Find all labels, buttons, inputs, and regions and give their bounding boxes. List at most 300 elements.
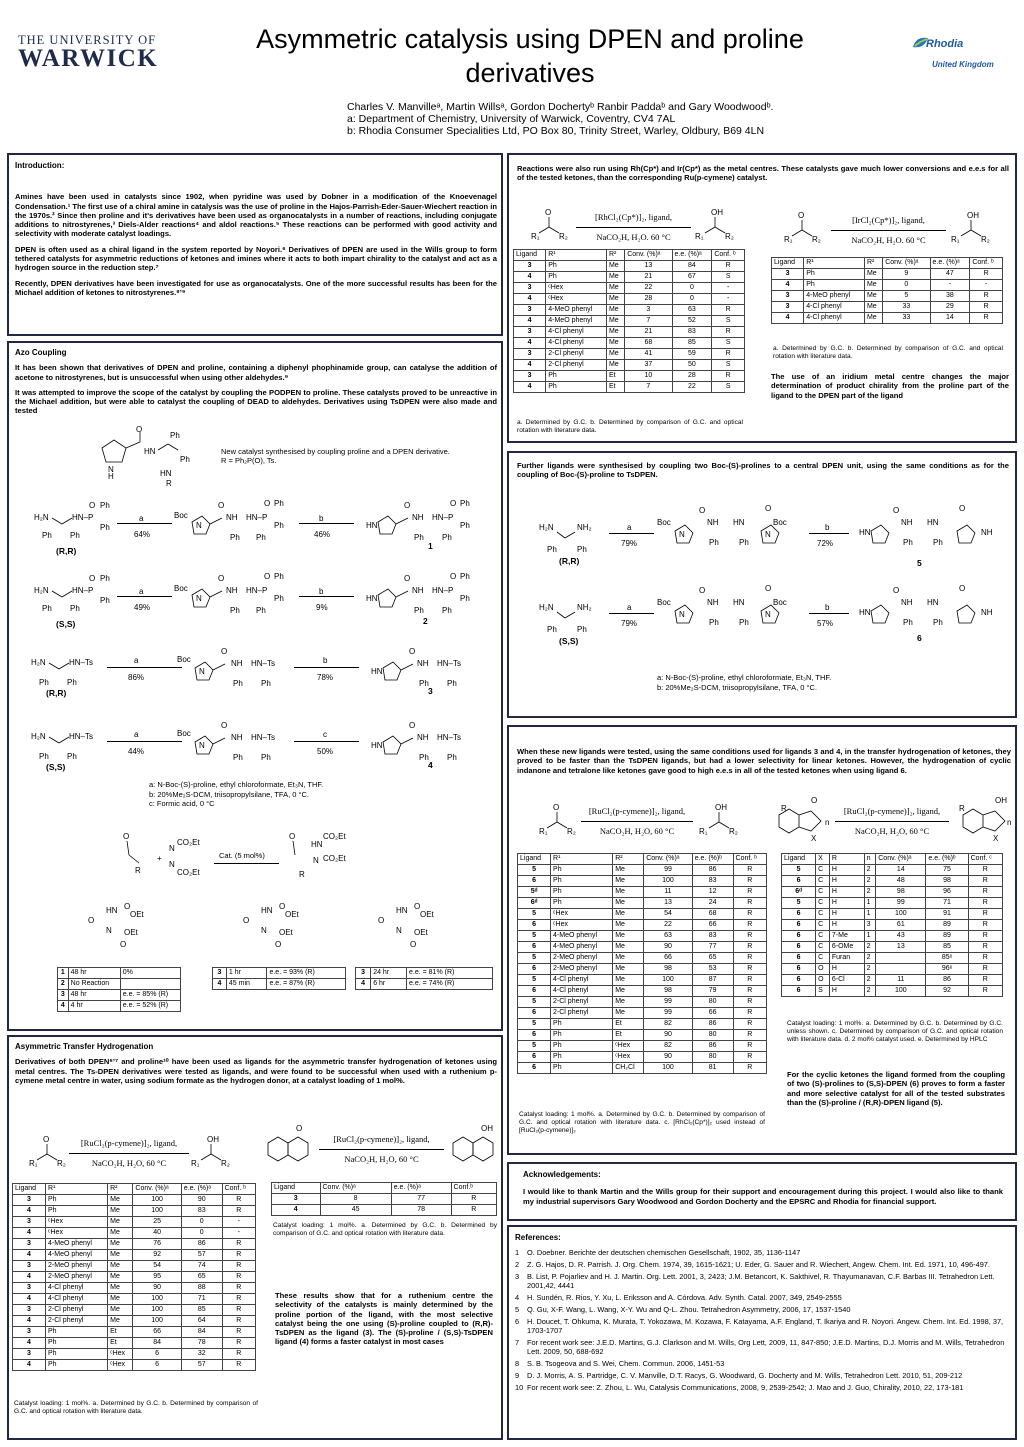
table-cell: 43 <box>876 931 926 942</box>
table-cell: C <box>816 865 830 876</box>
table-cell: 14 <box>930 313 970 324</box>
svg-text:NH: NH <box>901 518 913 527</box>
svg-text:OEt: OEt <box>414 928 428 937</box>
svg-text:HN: HN <box>927 598 939 607</box>
table-row <box>514 294 745 305</box>
table-cell: Me <box>606 272 624 283</box>
product-b-structure <box>239 903 319 953</box>
tetralone-results-table <box>271 1182 497 1216</box>
table-row <box>13 1360 256 1371</box>
svg-text:Ph: Ph <box>261 679 271 688</box>
svg-text:H₂N: H₂N <box>31 732 46 741</box>
table-cell: 59 <box>672 349 712 360</box>
table-row <box>514 349 745 360</box>
svg-text:O: O <box>765 584 772 593</box>
newlig-condition-1: [RuCl₂(p-cymene)]₂, ligand, <box>588 806 686 816</box>
table-cell: 13 <box>876 942 926 953</box>
svg-text:NH: NH <box>707 598 719 607</box>
svg-text:O: O <box>378 916 385 925</box>
table-cell: 80 <box>692 1052 733 1063</box>
table-cell: R <box>222 1261 255 1272</box>
table-cell: ᶜHex <box>46 1228 108 1239</box>
column-header: Ligand <box>518 854 551 865</box>
table-cell: 7 <box>625 382 672 393</box>
route-3-boc-intermediate <box>177 648 297 693</box>
table-cell: R <box>968 909 1002 920</box>
table-cell: R <box>451 1194 496 1205</box>
svg-text:OH: OH <box>995 796 1007 805</box>
table-row <box>356 979 493 990</box>
table-cell: 90 <box>644 1052 692 1063</box>
svg-text:O: O <box>959 584 966 593</box>
svg-text:O: O <box>893 506 900 515</box>
table-cell: 41 <box>625 349 672 360</box>
table-cell: 0 <box>672 294 712 305</box>
table-cell: R <box>712 305 745 316</box>
table-cell: Furan <box>829 953 864 964</box>
svg-text:HN: HN <box>366 521 378 530</box>
table-cell: R <box>733 909 766 920</box>
reference-text: H. Doucet, T. Ohkuma, K. Murata, T. Yokozawa, M. Kozawa, F. Katayama, A.F. England, T. Ikariya and R. Noyori. Angew. Chem. Int. Ed. 1998, 37, 1703-1707 <box>527 1317 1004 1335</box>
table-cell: R <box>968 953 1002 964</box>
table-cell: 3 <box>213 968 227 979</box>
svg-text:O: O <box>553 803 560 812</box>
table-row <box>13 1272 256 1283</box>
table-cell: 5 <box>782 898 816 909</box>
svg-text:R₁: R₁ <box>539 827 548 836</box>
table-cell: 4-MeO phenyl <box>804 291 865 302</box>
further-route-1-yield-a: 79% <box>621 539 638 548</box>
table-cell: 2-Cl phenyl <box>46 1316 108 1327</box>
table-cell: 96 <box>926 887 968 898</box>
table-cell: Et <box>613 1030 644 1041</box>
table-cell: 74 <box>181 1261 222 1272</box>
table-cell: O <box>816 964 830 975</box>
svg-text:HN: HN <box>733 598 745 607</box>
table-cell: 2 <box>864 986 876 997</box>
svg-text:R₂: R₂ <box>729 827 738 836</box>
route-4-product-number: 4 <box>428 760 433 770</box>
route-4-boc-intermediate <box>177 722 297 767</box>
table-cell: R <box>968 865 1002 876</box>
table-row <box>13 1305 256 1316</box>
table-cell: O <box>816 975 830 986</box>
table-cell: 5 <box>883 291 930 302</box>
table-header-row <box>518 854 767 865</box>
svg-text:O: O <box>88 916 95 925</box>
reference-text: S. B. Tsogeova and S. Wei, Chem. Commun. 2006, 1451-53 <box>527 1359 725 1368</box>
table-cell: R <box>733 887 766 898</box>
reference-item <box>515 1317 1009 1335</box>
table-cell: 4 <box>13 1206 46 1217</box>
table-cell: 33 <box>883 313 930 324</box>
table-cell: 3 <box>13 1239 46 1250</box>
table-row <box>772 313 1003 324</box>
intro-paragraph-1: Amines have been used in catalysts since 1902, when pyridine was used by Dobner in a modification of the Knoevenagel Condensation.¹ The first use of a chiral amine in catalysis was the use of proline in the Hajos-Parrish-Eder-Sauer-Wiechert reaction in the 1970s.² Since then proline and it's derivatives have been used as organocatalysts in a number of reactions, including conjugate additions to nitrostyrenes,³ Diels-Alder reactions⁴ and aldol reactions.⁵ These reactions can be performed with good activity and selectivity with moderate catalyst loadings. <box>15 192 497 239</box>
authors: Charles V. Manvilleᵃ, Martin Willsᵃ, Gordon Dochertyᵇ Ranbir Paddaᵇ and Gary Woodwoodᵇ. <box>347 101 774 113</box>
title-line-1: Asymmetric catalysis using DPEN and proline <box>256 24 804 54</box>
reference-item <box>515 1272 1009 1290</box>
table-cell: 4 <box>13 1228 46 1239</box>
table-cell: R <box>968 920 1002 931</box>
svg-text:R: R <box>781 804 787 813</box>
table-cell: 98 <box>876 887 926 898</box>
reference-text: B. List, P. Pojarliev and H. J. Martin. Org. Lett. 2001, 3, 2423; J.M. Betancort, K. Sakthivel, R. Thayumanavan, C.F. Barbas III. Tetrahedron Lett. 2001,42, 4441 <box>527 1272 995 1290</box>
reference-number: 4 <box>515 1293 520 1302</box>
hydrazine-product <box>283 831 383 881</box>
svg-text:CO₂Et: CO₂Et <box>177 838 200 847</box>
table-cell: 66 <box>692 1008 733 1019</box>
column-header: Conf. ᵇ <box>222 1184 255 1195</box>
table-cell: 68 <box>625 338 672 349</box>
ath-results-table <box>12 1183 256 1371</box>
university-logo <box>18 33 168 73</box>
cyclic-arrow <box>835 821 949 822</box>
table-cell: 4 <box>514 382 546 393</box>
table-cell: R <box>222 1360 255 1371</box>
table-cell: Ph <box>551 876 613 887</box>
table-cell: Ph <box>46 1338 108 1349</box>
table-cell: Me <box>613 942 644 953</box>
table-cell: Me <box>613 898 644 909</box>
table-cell: R <box>733 964 766 975</box>
route-3-step-b: b <box>323 656 328 665</box>
svg-text:HN–Ts: HN–Ts <box>251 733 276 742</box>
route-3-sm-label: (R,R) <box>46 688 67 698</box>
further-route-2-arrow-a <box>609 613 654 614</box>
table-cell: 6 <box>782 931 816 942</box>
table-cell: 99 <box>876 898 926 909</box>
further-route-2-arrow-b <box>809 613 849 614</box>
table-cell: 4-Cl phenyl <box>46 1283 108 1294</box>
table-cell: 57 <box>181 1250 222 1261</box>
table-cell: 6-Cl <box>829 975 864 986</box>
table-cell: e.e. = 81% (R) <box>407 968 493 979</box>
ir-ketone-structure <box>784 210 824 244</box>
table-cell: 82 <box>644 1019 692 1030</box>
svg-text:OH: OH <box>967 211 979 220</box>
svg-text:Boc: Boc <box>174 584 188 593</box>
table-cell: 3 <box>514 283 546 294</box>
table-row <box>518 1019 767 1030</box>
table-cell: R <box>733 975 766 986</box>
table-cell: R <box>968 876 1002 887</box>
table-cell: 10 <box>625 371 672 382</box>
svg-text:Ph: Ph <box>42 604 52 613</box>
table-row <box>514 283 745 294</box>
table-cell: 92 <box>926 986 968 997</box>
azo-results-table-1 <box>57 967 181 1012</box>
table-cell: Me <box>613 997 644 1008</box>
svg-text:R₁: R₁ <box>784 235 793 244</box>
table-cell: Me <box>606 327 624 338</box>
ath-conclusion: These results show that for a ruthenium centre the selectivity of the catalysts is mainly determined by the proline portion of the ligand, with the most selective catalyst being the one using (S)-proline coupled to (R,R)-TsDPEN as the ligand (3). The (S)-proline / (S,S)-TsDPEN ligand (4) forms a faster catalyst in most cases <box>275 1291 493 1347</box>
table-cell: 0 <box>672 283 712 294</box>
table-cell: 96ᵉ <box>926 964 968 975</box>
table-cell: ᶜHex <box>613 1041 644 1052</box>
table-cell: ᶜHex <box>546 294 607 305</box>
svg-text:N: N <box>169 860 175 869</box>
table-cell: 3 <box>864 920 876 931</box>
svg-text:R₁: R₁ <box>29 1159 38 1168</box>
table-row <box>13 1217 256 1228</box>
table-cell: 63 <box>672 305 712 316</box>
route-1-arrow-a <box>117 523 172 524</box>
svg-text:Ph: Ph <box>100 596 110 605</box>
table-cell: Me <box>613 876 644 887</box>
table-cell: - <box>930 280 970 291</box>
table-cell: 4-Cl phenyl <box>804 313 865 324</box>
sm-podpen-rr <box>34 498 124 548</box>
svg-text:NH: NH <box>231 733 243 742</box>
rh-arrow <box>576 227 691 228</box>
newlig-alcohol-structure <box>699 802 745 836</box>
table-row <box>518 887 767 898</box>
table-cell: 6 <box>518 964 551 975</box>
table-cell: 85ᵉ <box>926 953 968 964</box>
table-cell: R <box>968 942 1002 953</box>
table-cell: H <box>829 964 864 975</box>
table-cell: R <box>733 1030 766 1041</box>
svg-text:R₂: R₂ <box>221 1159 230 1168</box>
azo-cat-arrow <box>214 863 279 864</box>
column-header: n <box>864 854 876 865</box>
svg-text:O: O <box>699 586 706 595</box>
svg-text:O: O <box>43 1135 50 1144</box>
table-cell: 80 <box>692 1030 733 1041</box>
route-1-sm-label: (R,R) <box>56 546 77 556</box>
table-cell: e.e. = 85% (R) <box>120 990 180 1001</box>
column-header: Conf. ᵇ <box>970 258 1003 269</box>
svg-text:O: O <box>221 721 228 730</box>
svg-text:HN–Ts: HN–Ts <box>437 659 462 668</box>
table-cell: Me <box>606 316 624 327</box>
table-header-row <box>772 258 1003 269</box>
table-cell: 87 <box>692 975 733 986</box>
svg-text:R₂: R₂ <box>981 235 990 244</box>
table-cell: 6 <box>782 953 816 964</box>
svg-text:Ph: Ph <box>739 618 749 627</box>
svg-text:Ph: Ph <box>460 572 470 581</box>
svg-text:Ph: Ph <box>180 455 190 464</box>
table-cell: Me <box>606 338 624 349</box>
table-cell: S <box>712 360 745 371</box>
tetralone-arrow <box>319 1149 444 1150</box>
table-cell: S <box>712 382 745 393</box>
table-row <box>213 968 346 979</box>
table-cell: 1 hr <box>226 968 267 979</box>
table-cell: Me <box>108 1239 133 1250</box>
table-row <box>772 302 1003 313</box>
route-2-arrow-b <box>299 596 354 597</box>
svg-text:HN–Ts: HN–Ts <box>437 733 462 742</box>
table-cell: 99 <box>644 865 692 876</box>
table-cell: 90 <box>181 1195 222 1206</box>
svg-text:Ph: Ph <box>100 523 110 532</box>
table-cell: 6 <box>782 876 816 887</box>
ath-title: Asymmetric Transfer Hydrogenation <box>15 1042 154 1051</box>
svg-text:X: X <box>811 834 817 843</box>
svg-text:Ph: Ph <box>230 533 240 542</box>
tetralone-condition-1: [RuCl₂(p-cymene)]₂, ligand, <box>333 1134 430 1144</box>
column-header: R² <box>864 258 882 269</box>
table-cell: Me <box>613 909 644 920</box>
route-1-product-number: 1 <box>428 541 433 551</box>
reference-number: 8 <box>515 1359 520 1368</box>
table-cell: 66 <box>692 920 733 931</box>
table-cell: 4 <box>58 1001 69 1012</box>
column-header: R² <box>606 250 624 261</box>
references-list <box>515 1248 1009 1392</box>
svg-text:Ph: Ph <box>100 501 110 510</box>
table-cell: S <box>712 316 745 327</box>
table-cell: Ph <box>546 261 607 272</box>
azo-results-table-3 <box>355 967 493 990</box>
svg-text:Ph: Ph <box>233 679 243 688</box>
table-cell: Me <box>613 865 644 876</box>
table-cell: 89 <box>926 920 968 931</box>
table-cell: 4-Cl phenyl <box>551 986 613 997</box>
logo-line-2: WARWICK <box>18 45 159 72</box>
table-cell <box>876 953 926 964</box>
svg-text:Ph: Ph <box>419 753 429 762</box>
table-cell: R <box>222 1349 255 1360</box>
svg-text:N: N <box>169 844 175 853</box>
table-row <box>514 371 745 382</box>
svg-text:R₂: R₂ <box>812 235 821 244</box>
table-cell: 3 <box>13 1327 46 1338</box>
product-c-structure <box>374 903 454 953</box>
svg-text:HN: HN <box>927 518 939 527</box>
svg-text:Ph: Ph <box>547 545 557 554</box>
table-cell: C <box>816 942 830 953</box>
svg-text:HN–Ts: HN–Ts <box>69 732 94 741</box>
svg-text:HN–P: HN–P <box>246 586 268 595</box>
route-1-yield-b: 46% <box>314 530 331 539</box>
table-cell: ᶜHex <box>108 1360 133 1371</box>
table-cell: 3 <box>514 349 546 360</box>
svg-text:H₂N: H₂N <box>34 586 49 595</box>
table-cell: 0% <box>120 968 180 979</box>
svg-text:HN–P: HN–P <box>246 513 268 522</box>
refs-title: References: <box>515 1233 561 1242</box>
table-cell: 2-Cl phenyl <box>46 1305 108 1316</box>
table-row <box>13 1327 256 1338</box>
svg-text:HN–P: HN–P <box>72 513 94 522</box>
table-cell: 85 <box>926 942 968 953</box>
column-header: e.e. (%)ᵃ <box>930 258 970 269</box>
table-cell: 4 <box>272 1205 321 1216</box>
table-cell: 4-MeO phenyl <box>546 305 607 316</box>
table-cell: 50 <box>672 360 712 371</box>
table-cell: 6 <box>782 986 816 997</box>
table-cell: 22 <box>625 283 672 294</box>
table-cell: R <box>733 876 766 887</box>
svg-text:Ph: Ph <box>274 572 284 581</box>
table-cell: 61 <box>876 920 926 931</box>
svg-text:HN: HN <box>733 518 745 527</box>
reference-item <box>515 1359 1009 1368</box>
table-cell: 52 <box>672 316 712 327</box>
table-cell: R <box>451 1205 496 1216</box>
table-cell: 53 <box>692 964 733 975</box>
table-cell: Me <box>108 1250 133 1261</box>
table-row <box>518 997 767 1008</box>
table-cell: 1 <box>864 931 876 942</box>
reference-text: Q. Gu, X-F. Wang, L. Wang, X-Y. Wu and Q-L. Zhou. Tetrahedron Asymmetry, 2006, 17, 1537-1540 <box>527 1305 851 1314</box>
route-3-product-number: 3 <box>428 686 433 696</box>
svg-text:O: O <box>410 940 417 949</box>
table-cell: 86 <box>692 865 733 876</box>
table-cell: 3 <box>625 305 672 316</box>
table-cell: 5 <box>518 909 551 920</box>
tetralone-structure <box>264 1125 314 1165</box>
table-cell: 6 <box>782 975 816 986</box>
column-header: Conf. ᶜ <box>968 854 1002 865</box>
table-cell: 6 <box>518 920 551 931</box>
column-header: R¹ <box>46 1184 108 1195</box>
table-cell: 85 <box>672 338 712 349</box>
sm-tsdpen-rr <box>31 651 121 691</box>
table-cell: ᶜHex <box>46 1217 108 1228</box>
route-4-sm-label: (S,S) <box>46 762 66 772</box>
table-cell: Me <box>613 953 644 964</box>
route-2-product-number: 2 <box>423 616 428 626</box>
column-header: R² <box>108 1184 133 1195</box>
svg-text:O: O <box>296 1124 303 1133</box>
svg-text:n: n <box>825 818 830 827</box>
svg-text:Ph: Ph <box>577 625 587 634</box>
svg-text:H₂N: H₂N <box>31 658 46 667</box>
svg-text:O: O <box>218 501 225 510</box>
svg-text:HN: HN <box>371 741 383 750</box>
sm-podpen-ss <box>34 571 124 621</box>
table-cell: 54 <box>644 909 692 920</box>
reference-number: 6 <box>515 1317 520 1326</box>
svg-text:O: O <box>450 572 457 581</box>
svg-text:R₂: R₂ <box>567 827 576 836</box>
table-cell: 38 <box>930 291 970 302</box>
table-cell: Et <box>108 1338 133 1349</box>
table-cell: 0 <box>181 1228 222 1239</box>
table-cell: Me <box>108 1228 133 1239</box>
table-cell: 82 <box>644 1041 692 1052</box>
ir-condition-1: [IrCl₂(Cp*)]₂, ligand, <box>852 215 925 225</box>
rh-condition-2: NaCO₂H, H₂O. 60 °C <box>596 232 671 242</box>
table-cell: R <box>222 1294 255 1305</box>
azo-coupling-panel <box>7 341 503 1031</box>
table-row <box>518 1041 767 1052</box>
svg-text:CO₂Et: CO₂Et <box>323 854 346 863</box>
newlig-table-note: Catalyst loading: 1 mol%. a. Determined by G.C. b. Determined by comparison of G.C. and optical rotation with literature data. c. [RhCl₂(Cp*)]₂ used instead of [RuCl₂(p-cymene)]₂ <box>519 1111 765 1134</box>
table-cell: Et <box>606 371 624 382</box>
svg-text:NH: NH <box>412 513 424 522</box>
svg-text:Ph: Ph <box>233 753 243 762</box>
svg-text:Ph: Ph <box>709 538 719 547</box>
reference-item <box>515 1338 1009 1356</box>
table-cell: 5 <box>518 997 551 1008</box>
ir-condition-2: NaCO₂H, H₂O. 60 °C <box>851 235 926 245</box>
svg-text:R₂: R₂ <box>57 1159 66 1168</box>
table-row <box>518 942 767 953</box>
table-cell: 37 <box>625 360 672 371</box>
table-cell: - <box>970 280 1003 291</box>
table-cell: Ph <box>551 898 613 909</box>
column-header: Conf.ᵇ <box>451 1183 496 1194</box>
table-cell: 1 <box>864 898 876 909</box>
table-cell: 5 <box>782 865 816 876</box>
svg-text:Boc: Boc <box>773 598 787 607</box>
